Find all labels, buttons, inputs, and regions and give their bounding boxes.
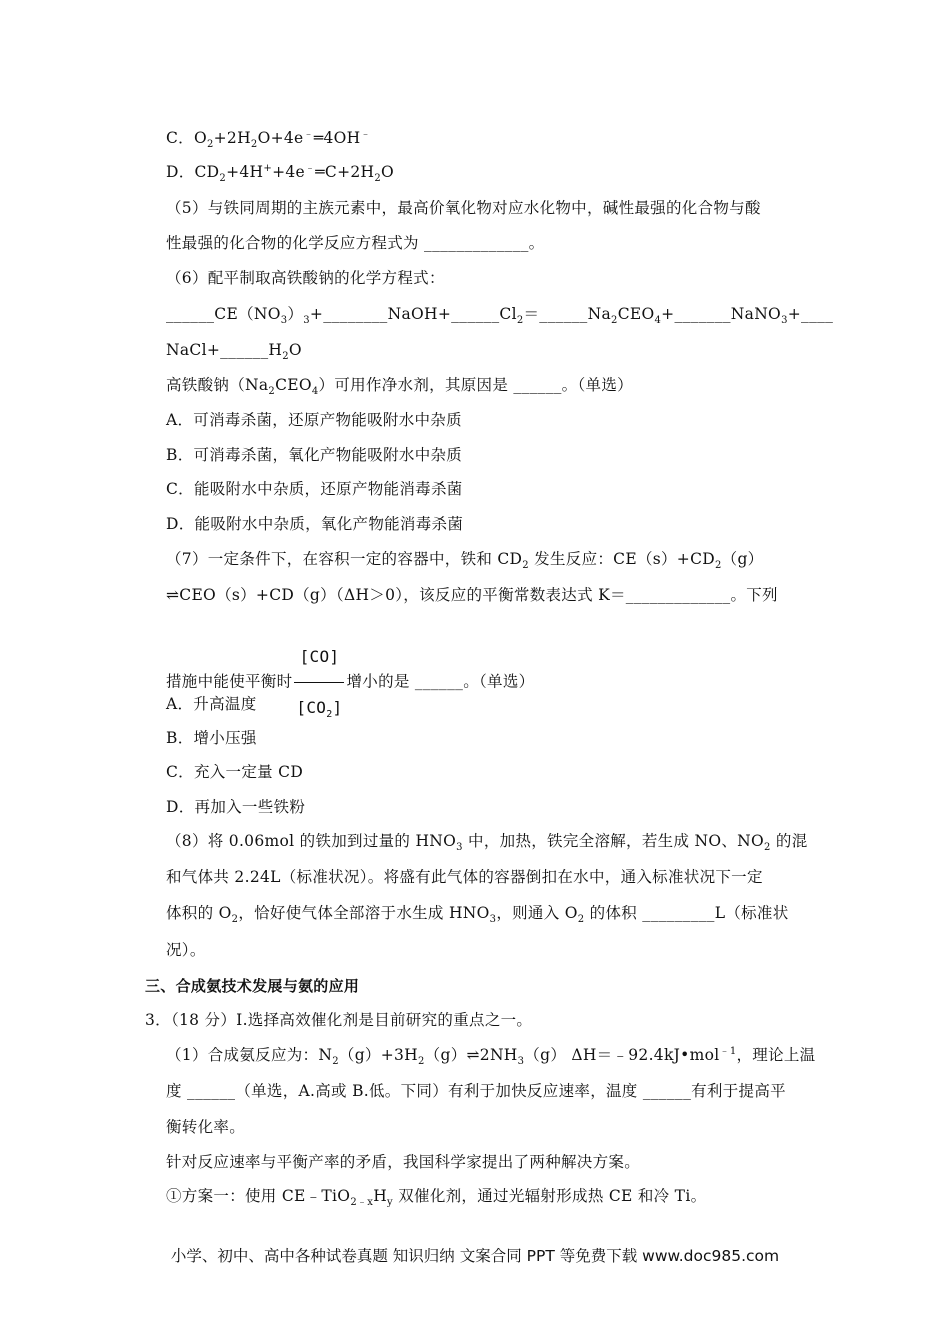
q3-solutions-intro: 针对反应速率与平衡产率的矛盾，我国科学家提出了两种解决方案。	[166, 1153, 641, 1171]
q3-part-1-line-1: （1）合成氨反应为：$N_2(g)+3H_2(g)\rightleftharpoons 2NH_3(g)$ ΔH＝﹣92.4kJ•mol$^{﹣1}$，理论上温	[166, 1045, 816, 1068]
question-5-line-2: 性最强的化合物的化学反应方程式为 _____________。	[166, 234, 545, 252]
question-6-title: （6）配平制取高铁酸钠的化学方程式：	[166, 269, 445, 287]
question-5-line-1: （5）与铁同周期的主族元素中，最高价氧化物对应水化物中，碱性最强的化合物与酸	[166, 199, 761, 217]
option-b-pressure: B．增小压强	[166, 729, 257, 747]
q3-part-1-line-2: 度 ______（单选，A.高或 B.低。下同）有利于加快反应速率，温度 ______有利于提高平	[166, 1082, 786, 1100]
balance-equation-line-1: $\_\_\_\_\_\_CE(NO_3)_3+\_\_\_\_\_\_\_\_NaOH+\_\_\_\_\_\_Cl_2=\_\_\_\_\_\_Na_2CEO_4+\_\_\_\_\_\_\_NaNO_3+\_\_\_\_$	[166, 305, 834, 327]
option-c-equation: C．$O_2+2H_2O+4e^﹣═4OH^﹣$	[166, 128, 371, 151]
option-a: A．可消毒杀菌，还原产物能吸附水中杂质	[166, 411, 462, 429]
option-d-equation: D．$CD_2+4H^++4e^﹣═C+2H_2O$	[166, 162, 395, 185]
q3-part-1-line-3: 衡转化率。	[166, 1118, 246, 1136]
question-8-line-2: 和气体共 2.24L（标准状况）。将盛有此气体的容器倒扣在水中，通入标准状况下一定	[166, 868, 763, 886]
question-7-line-2: ⇌CEO（s）+CD（g）（ΔH＞0），该反应的平衡常数表达式 K＝_____________。下列	[166, 586, 778, 604]
option-c: C．能吸附水中杂质，还原产物能消毒杀菌	[166, 480, 463, 498]
option-b: B．可消毒杀菌，氧化产物能吸附水中杂质	[166, 446, 463, 464]
co-ratio-fraction: $\frac{[CO]}{[CO_2]}$	[294, 633, 344, 732]
question-8-line-3: 体积的 $O_2$，恰好使气体全部溶于水生成 $HNO_3$，则通入 $O_2$ 的体积 _________L（标准状	[166, 904, 789, 926]
option-a-temp: A．升高温度	[166, 695, 257, 713]
question-7-line-1: （7）一定条件下，在容积一定的容器中，铁和 $CD_2$ 发生反应：$CE(s)+CD_2(g)$	[166, 550, 764, 572]
question-7-line-3: 措施中能使平衡时 $\frac{[CO]}{[CO_2]}$ 增小的是 ______。（单选）	[166, 633, 534, 732]
question-3-title: 3．（18 分）Ⅰ.选择高效催化剂是目前研究的重点之一。	[145, 1011, 533, 1029]
option-c-cd: C．充入一定量 CD	[166, 763, 304, 781]
question-8-line-1: （8）将 0.06mol 的铁加到过量的 $HNO_3$ 中，加热，铁完全溶解，若生成 NO、$NO_2$ 的混	[166, 832, 808, 854]
question-8-line-4: 况）。	[166, 941, 206, 959]
balance-equation-line-2: $NaCl+\_\_\_\_\_\_H_2O$	[166, 341, 302, 363]
section-3-heading: 三、合成氨技术发展与氨的应用	[145, 977, 360, 995]
question-6-purifier: 高铁酸钠$(Na_2CEO_4)$可用作净水剂，其原因是 ______。（单选）	[166, 376, 633, 398]
footer-download-note: 小学、初中、高中各种试卷真题 知识归纳 文案合同 PPT 等免费下载 www.doc985.com	[170, 1247, 780, 1265]
option-d-iron: D．再加入一些铁粉	[166, 798, 306, 816]
q3-solution-one: ①方案一：使用 $CE﹣TiO_{2﹣x}H_y$ 双催化剂，通过光辐射形成热 CE 和冷 Ti。	[166, 1187, 707, 1209]
option-d: D．能吸附水中杂质，氧化产物能消毒杀菌	[166, 515, 464, 533]
